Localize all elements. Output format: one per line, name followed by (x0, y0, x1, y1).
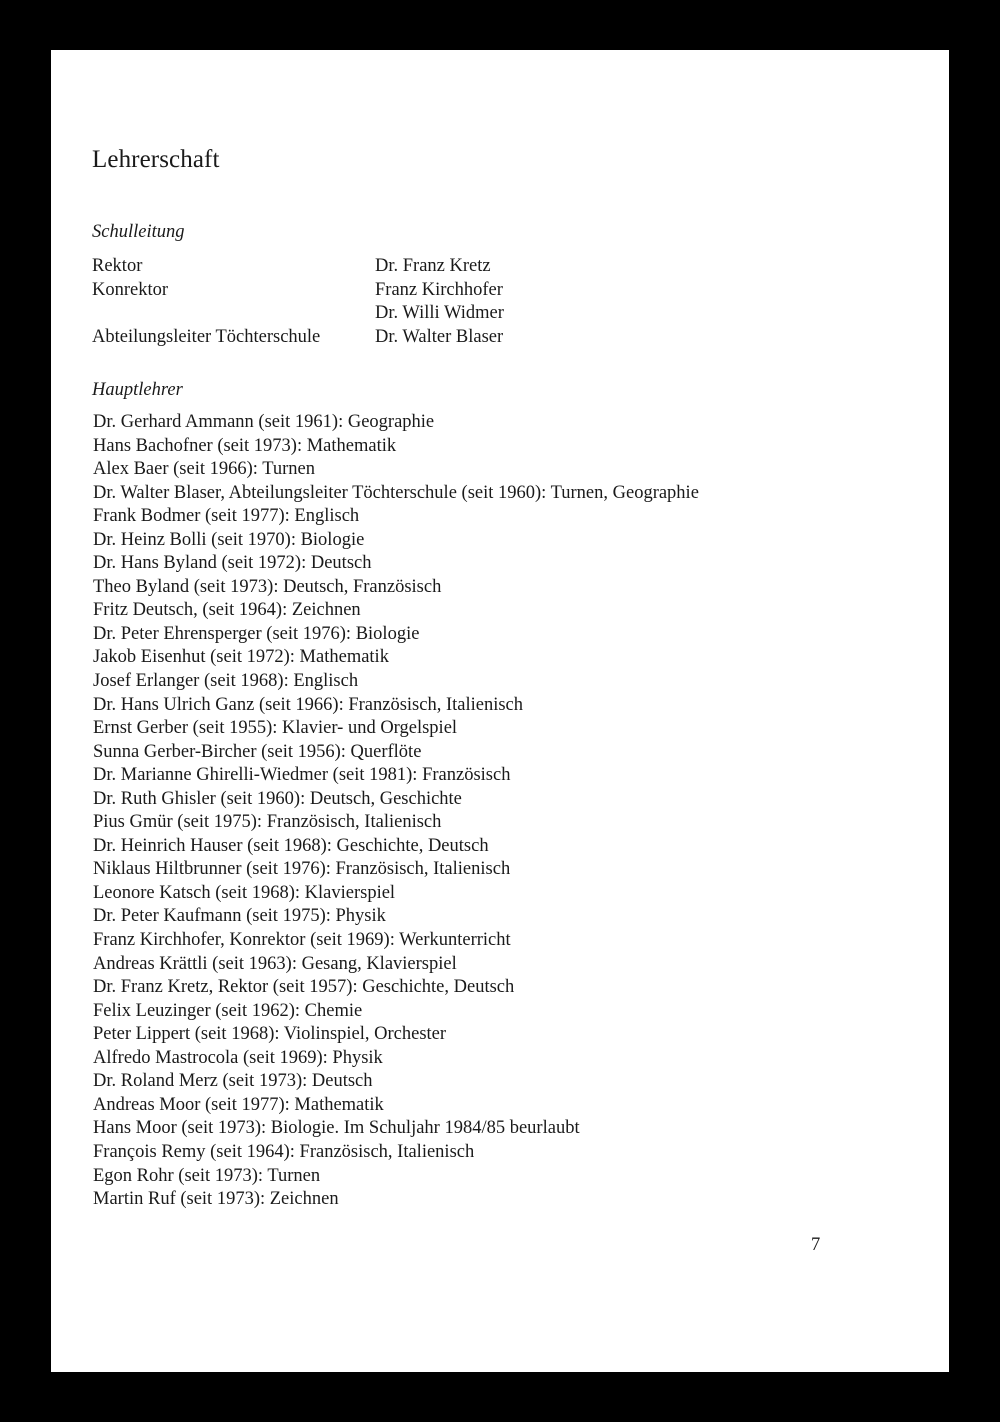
list-item: Dr. Peter Kaufmann (seit 1975): Physik (93, 906, 386, 927)
list-item: Frank Bodmer (seit 1977): Englisch (93, 506, 360, 527)
list-item: Alfredo Mastrocola (seit 1969): Physik (93, 1047, 383, 1068)
list-item: Franz Kirchhofer, Konrektor (seit 1969): Werkunterricht (93, 930, 511, 951)
list-item: Hans Bachofner (seit 1973): Mathematik (93, 435, 397, 456)
list-item: Fritz Deutsch, (seit 1964): Zeichnen (93, 600, 361, 621)
list-item: Martin Ruf (seit 1973): Zeichnen (93, 1189, 339, 1210)
list-item: Dr. Gerhard Ammann (seit 1961): Geographie (93, 412, 435, 432)
role-label: Abteilungsleiter Töchterschule (92, 326, 321, 347)
schulleitung-row (92, 255, 504, 279)
role-label: Konrektor (92, 279, 169, 300)
list-item: Dr. Hans Byland (seit 1972): Deutsch (93, 553, 372, 574)
page-number: 7 (811, 1235, 821, 1255)
schulleitung-row (92, 326, 504, 350)
list-item: Jakob Eisenhut (seit 1972): Mathematik (93, 647, 389, 668)
list-item: Andreas Krättli (seit 1963): Gesang, Klavierspiel (93, 953, 457, 974)
list-item: Dr. Marianne Ghirelli-Wiedmer (seit 1981): Französisch (93, 765, 511, 786)
list-item: Sunna Gerber-Bircher (seit 1956): Querflöte (93, 741, 422, 762)
list-item: Josef Erlanger (seit 1968): Englisch (93, 671, 359, 692)
list-item: Dr. Peter Ehrensperger (seit 1976): Biologie (93, 623, 420, 644)
teacher-list (93, 411, 699, 1212)
list-item: Pius Gmür (seit 1975): Französisch, Italienisch (93, 812, 442, 833)
list-item: Dr. Ruth Ghisler (seit 1960): Deutsch, Geschichte (93, 788, 462, 809)
schulleitung-table (92, 255, 504, 349)
page-title: Lehrerschaft (92, 146, 220, 173)
list-item: Ernst Gerber (seit 1955): Klavier- und Orgelspiel (93, 718, 458, 739)
list-item: Egon Rohr (seit 1973): Turnen (93, 1165, 321, 1186)
person-name: Franz Kirchhofer (375, 279, 503, 300)
person-name: Dr. Franz Kretz (375, 256, 491, 276)
person-name: Dr. Walter Blaser (375, 326, 504, 347)
list-item: Dr. Franz Kretz, Rektor (seit 1957): Geschichte, Deutsch (93, 977, 515, 998)
list-item: Dr. Heinrich Hauser (seit 1968): Geschichte, Deutsch (93, 835, 489, 856)
role-label (92, 302, 375, 326)
list-item: Leonore Katsch (seit 1968): Klavierspiel (93, 882, 396, 903)
list-item: François Remy (seit 1964): Französisch, Italienisch (93, 1141, 475, 1162)
person-name: Dr. Willi Widmer (375, 303, 504, 323)
list-item: Dr. Hans Ulrich Ganz (seit 1966): Französisch, Italienisch (93, 694, 524, 715)
list-item: Felix Leuzinger (seit 1962): Chemie (93, 1000, 363, 1021)
role-label: Rektor (92, 256, 143, 276)
document-page (51, 50, 949, 1372)
list-item: Dr. Roland Merz (seit 1973): Deutsch (93, 1071, 373, 1092)
schulleitung-row (92, 279, 504, 303)
section-heading-schulleitung: Schulleitung (92, 222, 185, 242)
list-item: Andreas Moor (seit 1977): Mathematik (93, 1094, 384, 1115)
section-heading-hauptlehrer: Hauptlehrer (92, 380, 183, 400)
list-item: Theo Byland (seit 1973): Deutsch, Französisch (93, 576, 442, 597)
list-item: Hans Moor (seit 1973): Biologie. Im Schuljahr 1984/85 beurlaubt (93, 1118, 580, 1139)
list-item: Alex Baer (seit 1966): Turnen (93, 459, 315, 480)
list-item: Dr. Heinz Bolli (seit 1970): Biologie (93, 529, 365, 550)
schulleitung-row (92, 302, 504, 326)
list-item: Peter Lippert (seit 1968): Violinspiel, Orchester (93, 1024, 447, 1045)
list-item: Niklaus Hiltbrunner (seit 1976): Französisch, Italienisch (93, 859, 511, 880)
list-item: Dr. Walter Blaser, Abteilungsleiter Töchterschule (seit 1960): Turnen, Geographie (93, 482, 699, 503)
